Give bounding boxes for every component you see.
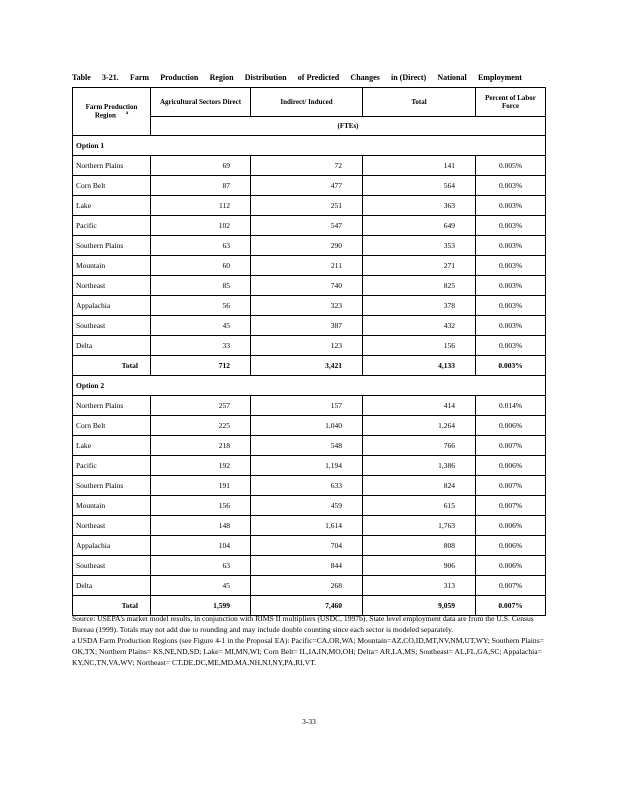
table-row: [73, 416, 546, 436]
caption-word: Employment: [477, 73, 522, 82]
value-cell: 191: [151, 476, 251, 496]
total-label: Total: [73, 596, 151, 616]
caption-word: National: [437, 73, 467, 82]
header-total: Total: [363, 88, 476, 117]
region-cell: Corn Belt: [73, 416, 151, 436]
value-cell: 0.007%: [476, 576, 546, 596]
option-label: Option 1: [73, 136, 546, 156]
value-cell: 0.006%: [476, 516, 546, 536]
region-cell: Northern Plains: [73, 156, 151, 176]
value-cell: 85: [151, 276, 251, 296]
value-cell: 378: [363, 296, 476, 316]
value-cell: 271: [363, 256, 476, 276]
total-label: Total: [73, 356, 151, 376]
value-cell: 844: [251, 556, 363, 576]
source-note: Source: USEPA's market model results, in conjunction with RIMS II multipliers (USDC, 1997b). State level employment data are from the U.S. Census Bureau (1999). Totals may not add due to rounding and may include double counting since each sector is modeled separately.: [72, 614, 534, 634]
value-cell: 0.003%: [476, 316, 546, 336]
value-cell: 225: [151, 416, 251, 436]
table-row: [73, 396, 546, 416]
total-cell: 1,599: [151, 596, 251, 616]
value-cell: 192: [151, 456, 251, 476]
caption-word: Farm: [129, 73, 150, 82]
caption-word: Production: [160, 73, 199, 82]
table-row: [73, 576, 546, 596]
employment-table: [72, 87, 546, 616]
value-cell: 0.006%: [476, 556, 546, 576]
header-agricultural: Agricultural Sectors Direct: [151, 88, 251, 117]
value-cell: 432: [363, 316, 476, 336]
total-cell: 712: [151, 356, 251, 376]
value-cell: 104: [151, 536, 251, 556]
value-cell: 0.003%: [476, 276, 546, 296]
table-row: [73, 556, 546, 576]
value-cell: 257: [151, 396, 251, 416]
value-cell: 704: [251, 536, 363, 556]
value-cell: 157: [251, 396, 363, 416]
value-cell: 0.003%: [476, 256, 546, 276]
table-row: [73, 296, 546, 316]
value-cell: 0.006%: [476, 456, 546, 476]
value-cell: 564: [363, 176, 476, 196]
option-row: [73, 376, 546, 396]
table-row: [73, 236, 546, 256]
value-cell: 363: [363, 196, 476, 216]
value-cell: 1,386: [363, 456, 476, 476]
value-cell: 353: [363, 236, 476, 256]
value-cell: 123: [251, 336, 363, 356]
caption-word: Distribution: [244, 73, 287, 82]
table-row: [73, 316, 546, 336]
value-cell: 87: [151, 176, 251, 196]
value-cell: 0.007%: [476, 476, 546, 496]
value-cell: 1,040: [251, 416, 363, 436]
value-cell: 0.003%: [476, 176, 546, 196]
value-cell: 0.006%: [476, 416, 546, 436]
value-cell: 63: [151, 556, 251, 576]
region-cell: Southern Plains: [73, 236, 151, 256]
value-cell: 477: [251, 176, 363, 196]
page-number: 3-33: [302, 717, 316, 726]
table-row: [73, 156, 546, 176]
value-cell: 0.006%: [476, 536, 546, 556]
value-cell: 414: [363, 396, 476, 416]
value-cell: 0.003%: [476, 216, 546, 236]
value-cell: 633: [251, 476, 363, 496]
value-cell: 290: [251, 236, 363, 256]
table-row: [73, 196, 546, 216]
value-cell: 1,194: [251, 456, 363, 476]
option-row: [73, 136, 546, 156]
value-cell: 1,763: [363, 516, 476, 536]
value-cell: 72: [251, 156, 363, 176]
region-cell: Mountain: [73, 256, 151, 276]
caption-word: in (Direct): [390, 73, 427, 82]
value-cell: 0.003%: [476, 336, 546, 356]
value-cell: 268: [251, 576, 363, 596]
table-row: [73, 436, 546, 456]
value-cell: 33: [151, 336, 251, 356]
total-cell: 4,133: [363, 356, 476, 376]
value-cell: 112: [151, 196, 251, 216]
total-row: [73, 356, 546, 376]
value-cell: 45: [151, 316, 251, 336]
table-row: [73, 476, 546, 496]
total-cell: 3,421: [251, 356, 363, 376]
value-cell: 45: [151, 576, 251, 596]
region-cell: Lake: [73, 436, 151, 456]
value-cell: 323: [251, 296, 363, 316]
table-row: [73, 256, 546, 276]
caption-word: Table: [72, 73, 91, 82]
region-cell: Corn Belt: [73, 176, 151, 196]
region-cell: Northeast: [73, 516, 151, 536]
caption-word: Changes: [350, 73, 380, 82]
value-cell: 615: [363, 496, 476, 516]
value-cell: 459: [251, 496, 363, 516]
value-cell: 102: [151, 216, 251, 236]
table-caption: [72, 73, 522, 82]
value-cell: 0.003%: [476, 196, 546, 216]
value-cell: 1,614: [251, 516, 363, 536]
caption-word: Region: [209, 73, 234, 82]
header-indirect: Indirect/ Induced: [251, 88, 363, 117]
value-cell: 548: [251, 436, 363, 456]
value-cell: 63: [151, 236, 251, 256]
region-cell: Lake: [73, 196, 151, 216]
value-cell: 218: [151, 436, 251, 456]
value-cell: 0.014%: [476, 396, 546, 416]
value-cell: 56: [151, 296, 251, 316]
value-cell: 808: [363, 536, 476, 556]
region-cell: Delta: [73, 336, 151, 356]
value-cell: 156: [151, 496, 251, 516]
total-cell: 7,460: [251, 596, 363, 616]
value-cell: 0.003%: [476, 296, 546, 316]
value-cell: 906: [363, 556, 476, 576]
value-cell: 1,264: [363, 416, 476, 436]
region-cell: Delta: [73, 576, 151, 596]
footnotes: [72, 613, 547, 668]
table-row: [73, 496, 546, 516]
total-cell: 9,059: [363, 596, 476, 616]
value-cell: 148: [151, 516, 251, 536]
table-row: [73, 516, 546, 536]
value-cell: 60: [151, 256, 251, 276]
value-cell: 0.005%: [476, 156, 546, 176]
value-cell: 740: [251, 276, 363, 296]
header-percent: Percent of Labor Force: [476, 88, 546, 117]
value-cell: 824: [363, 476, 476, 496]
region-cell: Appalachia: [73, 536, 151, 556]
region-cell: Southeast: [73, 316, 151, 336]
header-units: (FTEs): [151, 117, 546, 136]
region-cell: Pacific: [73, 456, 151, 476]
total-cell: 0.003%: [476, 356, 546, 376]
region-cell: Appalachia: [73, 296, 151, 316]
region-cell: Northeast: [73, 276, 151, 296]
header-region: Farm Production Region $^a$: [73, 88, 151, 136]
value-cell: 649: [363, 216, 476, 236]
region-cell: Northern Plains: [73, 396, 151, 416]
table-row: [73, 276, 546, 296]
regions-note: a USDA Farm Production Regions (see Figure 4-1 in the Proposal EA): Pacific=CA,OR,WA; Mountain=AZ,CO,ID,MT,NV,NM,UT,WY; Southern Plains= OK,TX; Northern Plains= KS,NE,ND,SD; Lake= MI,MN,WI; Corn Belt= IL,IA,IN,MO,OH; Delta= AR,LA,MS; Southeast= AL,FL,GA,SC; Appalachia= KY,NC,TN,VA,WV; Northeast= CT,DE,DC,ME,MD,MA,NH,NJ,NY,PA,RI,VT.: [72, 636, 544, 667]
value-cell: 0.007%: [476, 436, 546, 456]
value-cell: 156: [363, 336, 476, 356]
region-cell: Mountain: [73, 496, 151, 516]
region-cell: Southern Plains: [73, 476, 151, 496]
value-cell: 69: [151, 156, 251, 176]
table-row: [73, 456, 546, 476]
caption-word: 3-21.: [102, 73, 119, 82]
value-cell: 211: [251, 256, 363, 276]
value-cell: 251: [251, 196, 363, 216]
value-cell: 0.007%: [476, 496, 546, 516]
value-cell: 387: [251, 316, 363, 336]
value-cell: 0.003%: [476, 236, 546, 256]
caption-word: of Predicted: [297, 73, 340, 82]
value-cell: 825: [363, 276, 476, 296]
value-cell: 766: [363, 436, 476, 456]
region-cell: Pacific: [73, 216, 151, 236]
table-row: [73, 176, 546, 196]
total-cell: 0.007%: [476, 596, 546, 616]
option-label: Option 2: [73, 376, 546, 396]
value-cell: 547: [251, 216, 363, 236]
region-cell: Southeast: [73, 556, 151, 576]
table-row: [73, 536, 546, 556]
value-cell: 141: [363, 156, 476, 176]
table-row: [73, 336, 546, 356]
value-cell: 313: [363, 576, 476, 596]
table-row: [73, 216, 546, 236]
